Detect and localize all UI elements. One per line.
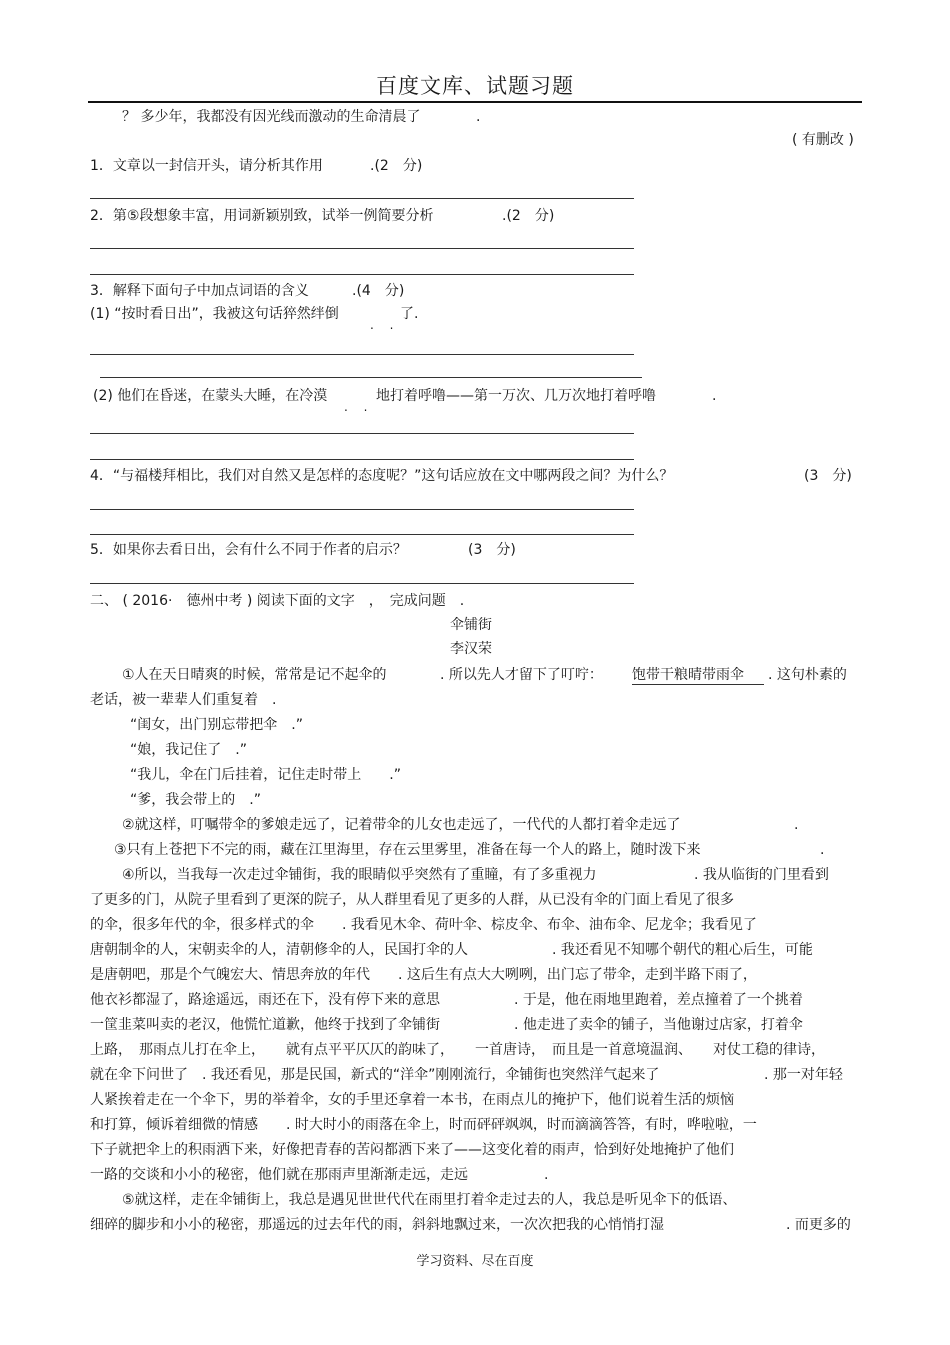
section-2-header: 二、 ( 2016· 德州中考 ) 阅读下面的文字 ， 完成问题 . bbox=[90, 593, 465, 609]
question-2-text: 2．第⑤段想象丰富，用词新颖别致，试举一例简要分析 bbox=[90, 208, 434, 224]
answer-line bbox=[90, 198, 634, 199]
passage-text: 一路的交谈和小小的秘密，他们就在那雨声里渐渐走远，走远 bbox=[90, 1167, 468, 1183]
passage-text: . 我还看见不知哪个朝代的粗心后生，可能 bbox=[552, 942, 813, 958]
dialogue-line: “我儿，伞在门后挂着，记住走时带上 .” bbox=[130, 767, 401, 783]
answer-line bbox=[90, 534, 634, 535]
passage-text: . 那一对年轻 bbox=[764, 1067, 843, 1083]
passage-text: 他衣衫都湿了，路途遥远，雨还在下，没有停下来的意思 bbox=[90, 992, 440, 1008]
question-3-sub2-end: . bbox=[712, 388, 717, 404]
question-3-sub2: (2) 他们在昏迷，在蒙头大睡，在冷漠 bbox=[93, 388, 328, 404]
answer-line bbox=[90, 248, 634, 249]
passage-text: 唐朝制伞的人，宋朝卖伞的人，清朝修伞的人，民国打伞的人 bbox=[90, 942, 468, 958]
passage-text: . 他走进了卖伞的铺子，当他谢过店家，打着伞 bbox=[514, 1017, 803, 1033]
passage-text: 的伞，很多年代的伞，很多样式的伞 . 我看见木伞、荷叶伞、棕皮伞、布伞、油布伞、尼龙伞；我看见了 bbox=[90, 917, 757, 933]
passage-text: ①人在天日晴爽的时候，常常是记不起伞的 bbox=[122, 667, 387, 683]
dialogue-line: “爹，我会带上的 .” bbox=[130, 792, 261, 808]
question-4-score: (3 分) bbox=[804, 468, 852, 484]
page-header-title: 百度文库、试题习题 bbox=[376, 74, 574, 98]
question-1-score: .(2 分) bbox=[370, 158, 423, 174]
question-3-sub1: (1) “按时看日出”，我被这句话猝然绊倒 bbox=[90, 306, 339, 322]
passage-author: 李汉荣 bbox=[450, 641, 492, 657]
question-4-text: 4．“与福楼拜相比，我们对自然又是怎样的态度呢？”这句话应放在文中哪两段之间？为什么？ bbox=[90, 468, 674, 484]
passage-title: 伞铺街 bbox=[450, 617, 492, 633]
passage-text: ④所以，当我每一次走过伞铺街，我的眼睛似乎突然有了重瞳，有了多重视力 bbox=[122, 867, 597, 883]
answer-line bbox=[90, 509, 634, 510]
answer-line bbox=[90, 274, 634, 275]
closing-period: . bbox=[476, 109, 481, 125]
answer-line bbox=[90, 459, 634, 460]
passage-text: . bbox=[794, 817, 799, 833]
passage-text: . bbox=[820, 842, 825, 858]
passage-text: 人紧挨着走在一个伞下，男的举着伞，女的手里还拿着一本书，在雨点儿的掩护下，他们说着生活的烦恼 bbox=[90, 1092, 734, 1108]
question-3-text: 3．解释下面句子中加点词语的含义 bbox=[90, 283, 309, 299]
header-rule bbox=[88, 101, 862, 103]
answer-line bbox=[90, 354, 634, 355]
passage-text: 和打算，倾诉着细微的情感 . 时大时小的雨落在伞上，时而砰砰飒飒，时而滴滴答答，有时，哗啦啦，一 bbox=[90, 1117, 757, 1133]
emphasis-dots: . . bbox=[344, 400, 374, 414]
closing-line: ？ 多少年，我都没有因光线而激动的生命清晨了 bbox=[122, 109, 421, 125]
passage-text: ②就这样，叮嘱带伞的爹娘走远了，记着带伞的儿女也走远了，一代代的人都打着伞走远了 bbox=[122, 817, 681, 833]
passage-text: . 而更多的 bbox=[786, 1217, 851, 1233]
question-3-sub2-rest: 地打着呼噜——第一万次、几万次地打着呼噜 bbox=[376, 388, 656, 404]
dialogue-line: “娘，我记住了 .” bbox=[130, 742, 247, 758]
passage-text: ③只有上苍把下不完的雨，藏在江里海里，存在云里雾里，准备在每一个人的路上，随时泼下来 bbox=[114, 842, 701, 858]
passage-text: . 所以先人才留下了叮咛： bbox=[440, 667, 603, 683]
passage-text: 下子就把伞上的积雨洒下来，好像把青春的苦闷都洒下来了——这变化着的雨声，恰到好处地掩护了他们 bbox=[90, 1142, 734, 1158]
emphasis-dots: . . bbox=[370, 318, 400, 332]
passage-text: 老话，被一辈辈人们重复着 . bbox=[90, 692, 277, 708]
answer-line bbox=[100, 377, 642, 378]
passage-text: ⑤就这样，走在伞铺街上，我总是遇见世世代代在雨里打着伞走过去的人，我总是听见伞下的低语、 bbox=[122, 1192, 737, 1208]
passage-text: 了更多的门，从院子里看到了更深的院子，从人群里看见了更多的人群，从已没有伞的门面上看见了很多 bbox=[90, 892, 734, 908]
answer-line bbox=[90, 583, 634, 584]
question-3-score: .(4 分) bbox=[352, 283, 405, 299]
page-footer: 学习资料、尽在百度 bbox=[416, 1254, 534, 1269]
question-5-score: (3 分) bbox=[468, 542, 516, 558]
passage-text: 上路， 那雨点儿打在伞上， 就有点平平仄仄的韵味了， 一首唐诗， 而且是一首意境温润、 对仗工稳的律诗， bbox=[90, 1042, 825, 1058]
passage-text: 是唐朝吧，那是个气魄宏大、情思奔放的年代 . 这后生有点大大咧咧，出门忘了带伞，走到半路下雨了， bbox=[90, 967, 757, 983]
question-3-sub1-end: 了. bbox=[400, 306, 419, 322]
source-note: ( 有删改 ) bbox=[792, 132, 854, 148]
question-1-text: 1．文章以一封信开头，请分析其作用 bbox=[90, 158, 323, 174]
passage-text: . bbox=[544, 1167, 549, 1183]
underlined-proverb: 饱带干粮晴带雨伞 bbox=[632, 666, 764, 685]
passage-text: 就在伞下问世了 . 我还看见，那是民国，新式的“洋伞”刚刚流行，伞铺街也突然洋气起来了 bbox=[90, 1067, 660, 1083]
passage-text: 一筐韭菜叫卖的老汉，他慌忙道歉，他终于找到了伞铺街 bbox=[90, 1017, 440, 1033]
passage-text: . 我从临街的门里看到 bbox=[694, 867, 829, 883]
passage-text: . 于是，他在雨地里跑着，差点撞着了一个挑着 bbox=[514, 992, 803, 1008]
passage-text: 细碎的脚步和小小的秘密，那遥远的过去年代的雨，斜斜地飘过来，一次次把我的心悄悄打湿 bbox=[90, 1217, 664, 1233]
dialogue-line: “闺女，出门别忘带把伞 .” bbox=[130, 717, 303, 733]
passage-text: . 这句朴素的 bbox=[768, 667, 847, 683]
answer-line bbox=[90, 433, 634, 434]
question-2-score: .(2 分) bbox=[502, 208, 555, 224]
question-5-text: 5．如果你去看日出，会有什么不同于作者的启示？ bbox=[90, 542, 407, 558]
